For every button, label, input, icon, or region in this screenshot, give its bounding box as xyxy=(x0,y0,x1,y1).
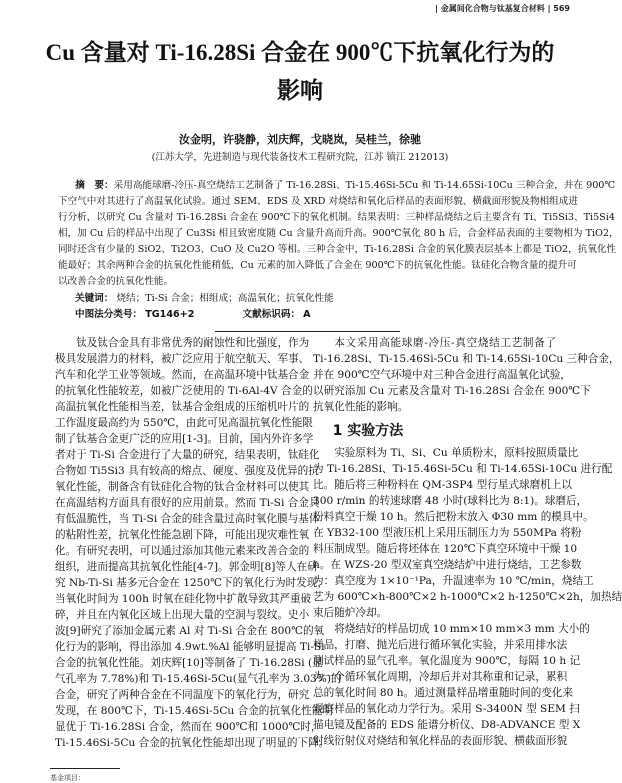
text-line: 高温抗氧化性能相当差，钛基合金组成的压缩机叶片的 xyxy=(55,401,310,413)
abstract-line: 以改善合金的抗氧化性能。 xyxy=(58,276,174,287)
text-line: h。在 WZS-20 型双室真空烧结炉中进行烧结，工艺参数 xyxy=(313,559,582,571)
text-line: 束后随炉冷却。 xyxy=(313,607,388,619)
abstract-line: 同时还含有少量的 SiO2、Ti2O3、CuO 及 Cu2O 等相。三种合金中，Ti-16.28Si 合金的氧化膜表层基本上都是 TiO2，抗氧化性 xyxy=(58,244,617,255)
left-column xyxy=(55,335,342,751)
abstract-line: 能最好；其余两种合金的抗氧化性能稍低，Cu 元素的加入降低了合金在 900℃下的抗氧化性能。钛硅化合物含量的提升可 xyxy=(58,260,577,271)
text-line: 究 Nb-Ti-Si 基多元合金在 1250℃下的氧化行为时发现， xyxy=(55,577,328,589)
text-line: 为 Ti-16.28Si、Ti-15.46Si-5Cu 和 Ti-14.65Si-10Cu 进行配 xyxy=(313,463,613,475)
text-line: 将烧结好的样品切成 10 mm×10 mm×3 mm 大小的 xyxy=(334,623,590,635)
text-line: 在高温结构方面具有很好的应用前景。然而 Ti-Si 合金具 xyxy=(55,497,320,509)
keywords-value: 烧结；Ti-Si 合金；相组成；高温氧化；抗氧化性能 xyxy=(116,293,334,304)
text-line: 实验原料为 Ti、Si、Cu 单质粉末，原料按照质量比 xyxy=(334,447,579,459)
authors: 汝金明，许骁静，刘庆辉，戈晓岚，吴桂兰，徐驰 xyxy=(179,133,421,146)
text-line: 化行为的影响，得出添加 4.9wt.%Al 能够明显提高 Ti-Si xyxy=(55,641,325,653)
abstract-text: 采用高能球磨-冷压-真空烧结工艺制备了 Ti-16.28Si、Ti-15.46Si-5Cu 和 Ti-14.65Si-10Cu 三种合金，并在 900℃ xyxy=(113,180,616,191)
text-line: 碎，并且在内氧化区域上出现大量的空洞与裂纹。史小 xyxy=(55,609,310,621)
text-line: 本文采用高能球磨-冷压-真空烧结工艺制备了 xyxy=(334,337,556,349)
text-line: 总的氧化时间 80 h。通过测量样品增重随时间的变化来 xyxy=(313,687,574,699)
text-line: 的粘附性差，抗氧化性能急剧下降，可能出现灾难性氧 xyxy=(55,529,310,541)
abstract-label: 摘 要： xyxy=(75,180,114,191)
running-header xyxy=(435,3,570,14)
abstract-line: 相，加 Cu 后的样品中出现了 Cu3Si 相且致密度随 Cu 含量升高而升高。900℃氧化 80 h 后，合金样品表面的主要物相为 TiO2， xyxy=(58,228,619,239)
text-line: 合金的抗氧化性能。刘庆辉[10]等制备了 Ti-16.28Si (显 xyxy=(55,657,323,669)
text-line: 为一个循环氧化周期，冷却后并对其称重和记录，累积 xyxy=(313,671,568,683)
text-line: 有低温脆性，当 Ti-Si 合金的硅含量过高时氧化膜与基体 xyxy=(55,513,320,525)
abstract-line xyxy=(58,178,616,194)
text-line: 的抗氧化性能较差，如被广泛使用的 Ti-6Al-4V 合金的 xyxy=(55,385,313,397)
text-line: 料压制成型。随后将坯体在 120℃下真空环境中干燥 10 xyxy=(313,543,578,555)
text-line: 艺为 600℃×h-800℃×2 h-1000℃×2 h-1250℃×2h，加热结 xyxy=(313,591,622,603)
text-line: 发现，在 800℃下，Ti-15.46Si-5Cu 合金的抗氧化性能明 xyxy=(55,705,333,717)
section-heading: 1 实验方法 xyxy=(332,423,404,439)
text-line: 氧化性能，制备含有钛硅化合物的钛合金材料可以使其 xyxy=(55,481,310,493)
text-line: 以研究添加 Cu 元素及含量对 Ti-16.28Si 合金在 900℃下 xyxy=(313,385,591,397)
text-line: Ti-15.46Si-5Cu 合金的抗氧化性能却出现了明显的下降。 xyxy=(55,737,330,749)
text-line: Ti-16.28Si、Ti-15.46Si-5Cu 和 Ti-14.65Si-10Cu 三种合金， xyxy=(313,353,620,365)
journal-name: | 金属间化合物与钛基复合材料 | xyxy=(435,4,551,13)
affiliation: (江苏大学，先进制造与现代装备技术工程研究院，江苏 镇江 212013) xyxy=(151,152,449,163)
text-line: 极具发展潜力的材料，被广泛应用于航空航天、军事、 xyxy=(55,353,310,365)
keywords xyxy=(75,290,334,304)
text-line: 观察样品的氧化动力学行为。采用 S-3400N 型 SEM 扫 xyxy=(313,703,580,715)
doc-code-label: 文献标识码： xyxy=(242,309,301,320)
text-line: 为：真空度为 1×10⁻¹Pa，升温速率为 10 ℃/min，烧结工 xyxy=(313,575,594,587)
abstract xyxy=(58,178,619,290)
doc-code-value: A xyxy=(303,309,311,320)
text-line: 化。有研究表明，可以通过添加其他元素来改善合金的 xyxy=(55,545,310,557)
text-line: 汽车和化学工业等领域。然而，在高温环境中钛基合金 xyxy=(55,369,310,381)
text-line: 在 YB32-100 型液压机上采用压制压力为 550MPa 将粉 xyxy=(313,527,582,539)
text-line: 钛及钛合金具有非常优秀的耐蚀性和比强度，作为 xyxy=(76,337,310,349)
text-line: 组织，进而提高其抗氧化性能[4-7]。郭金明[8]等人在研 xyxy=(55,561,318,573)
text-line: 300 r/min 的转速球磨 48 小时(球料比为 8:1)。球磨后， xyxy=(313,495,588,507)
paper-title xyxy=(0,34,600,110)
text-line: 并在 900℃空气环境中对三种合金进行高温氧化试验， xyxy=(313,369,571,381)
page-number: 569 xyxy=(553,4,570,13)
clc-value: TG146+2 xyxy=(145,309,195,320)
classification xyxy=(75,306,311,320)
text-line: 合金，研究了两种合金在不同温度下的氧化行为，研究 xyxy=(55,689,310,701)
title-line-1: Cu 含量对 Ti-16.28Si 合金在 900℃下抗氧化行为的 xyxy=(45,40,555,65)
text-line: 合物如 Ti5Si3 具有较高的熔点、硬度、强度及优异的抗 xyxy=(55,465,319,477)
text-line: 制了钛基合金更广泛的应用[1-3]。目前，国内外许多学 xyxy=(55,433,314,445)
separator-rule xyxy=(215,331,400,332)
text-line: 粉料真空干燥 10 h。然后把粉末放入 Φ30 mm 的模具中。 xyxy=(313,511,594,523)
footnote-rule xyxy=(50,768,120,769)
right-column xyxy=(313,335,622,749)
text-line: 气孔率为 7.78%)和 Ti-15.46Si-5Cu(显气孔率为 3.03%)的 xyxy=(55,673,342,685)
abstract-line: 下空气中对其进行了高温氧化试验。通过 SEM、EDS 及 XRD 对烧结和氧化后样品的表面形貌、横截面形貌及物相组成进 xyxy=(58,196,578,207)
text-line: 比。随后将三种粉料在 QM-3SP4 型行星式球磨机上以 xyxy=(313,479,572,491)
text-line: 波[9]研究了添加金属元素 Al 对 Ti-Si 合金在 800℃的氧 xyxy=(55,625,325,637)
text-line: 者对于 Ti-Si 合金进行了大量的研究，结果表明，钛硅化 xyxy=(55,449,320,461)
title-line-2: 影响 xyxy=(277,78,323,103)
text-line: 当氧化时间为 100h 时氧在硅化物中扩散导致其严重破 xyxy=(55,593,312,605)
footnote: 基金项目： xyxy=(50,774,85,782)
text-line: 测试样品的显气孔率。氧化温度为 900℃，每隔 10 h 记 xyxy=(313,655,581,667)
text-line: 射线衍射仪对烧结和氧化样品的表面形貌、横截面形貌 xyxy=(313,735,568,747)
text-line: 描电镜及配备的 EDS 能谱分析仪、D8-ADVANCE 型 X xyxy=(313,719,581,731)
text-line: 抗氧化性能的影响。 xyxy=(313,401,409,413)
text-line: 显优于 Ti-16.28Si 合金，然而在 900℃和 1000℃时， xyxy=(55,721,322,733)
text-line: 工作温度最高约为 550℃，由此可见高温抗氧化性能限 xyxy=(55,417,313,429)
abstract-line: 行分析，以研究 Cu 含量对 Ti-16.28Si 合金在 900℃下的氧化机制。结果表明：三种样品烧结之后主要含有 Ti、Ti5Si3、Ti5Si4 xyxy=(58,212,615,223)
clc-label: 中图法分类号： xyxy=(75,309,143,320)
text-line: 样品，打磨、抛光后进行循环氧化实验，并采用排水法 xyxy=(313,639,568,651)
keywords-label: 关键词： xyxy=(75,293,114,304)
